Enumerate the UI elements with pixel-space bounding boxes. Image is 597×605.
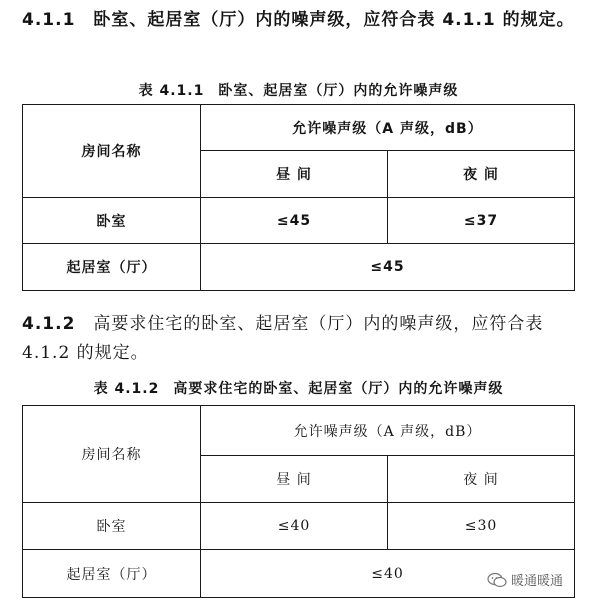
- header-allowed-noise: 允许噪声级（A 声级，dB）: [201, 406, 575, 456]
- table-row: [23, 244, 575, 291]
- caption-number: 表 4.1.1: [138, 83, 205, 99]
- clause-number: 4.1.2: [22, 314, 76, 334]
- header-day: 昼 间: [201, 456, 388, 503]
- day-value-cell: ≤40: [201, 503, 388, 550]
- table-caption-4-1-2: [0, 378, 597, 398]
- room-cell: 卧室: [23, 198, 201, 244]
- combined-value-cell: ≤45: [201, 244, 575, 291]
- watermark-text: 暖通暖通: [511, 574, 564, 589]
- header-night: 夜 间: [388, 456, 575, 503]
- caption-text: 卧室、起居室（厅）内的允许噪声级: [218, 83, 459, 99]
- table-row: [23, 198, 575, 244]
- watermark: [487, 570, 563, 589]
- noise-table-4-1-1: [22, 104, 575, 291]
- clause-text: 高要求住宅的卧室、起居室（厅）内的噪声级，应符合表 4.1.2 的规定。: [22, 314, 544, 363]
- combined-value-cell: ≤40: [201, 550, 575, 598]
- night-value-cell: ≤30: [388, 503, 575, 550]
- clause-text: 卧室、起居室（厅）内的噪声级，应符合表 4.1.1 的规定。: [93, 10, 575, 30]
- header-allowed-noise: 允许噪声级（A 声级，dB）: [201, 105, 575, 151]
- room-cell: 卧室: [23, 503, 201, 550]
- clause-4-1-1: [22, 6, 582, 35]
- wechat-logo-icon: [487, 572, 507, 588]
- day-value-cell: ≤45: [201, 198, 388, 244]
- caption-number: 表 4.1.2: [93, 381, 160, 397]
- header-room-name: 房间名称: [23, 406, 201, 503]
- clause-number: 4.1.1: [22, 10, 76, 30]
- header-room-name: 房间名称: [23, 105, 201, 198]
- clause-4-1-2: [22, 310, 582, 368]
- header-night: 夜 间: [388, 151, 575, 198]
- table-row: [23, 503, 575, 550]
- room-cell: 起居室（厅）: [23, 244, 201, 291]
- room-cell: 起居室（厅）: [23, 550, 201, 598]
- caption-text: 高要求住宅的卧室、起居室（厅）内的允许噪声级: [173, 381, 504, 397]
- night-value-cell: ≤37: [388, 198, 575, 244]
- header-day: 昼 间: [201, 151, 388, 198]
- table-caption-4-1-1: [0, 80, 597, 100]
